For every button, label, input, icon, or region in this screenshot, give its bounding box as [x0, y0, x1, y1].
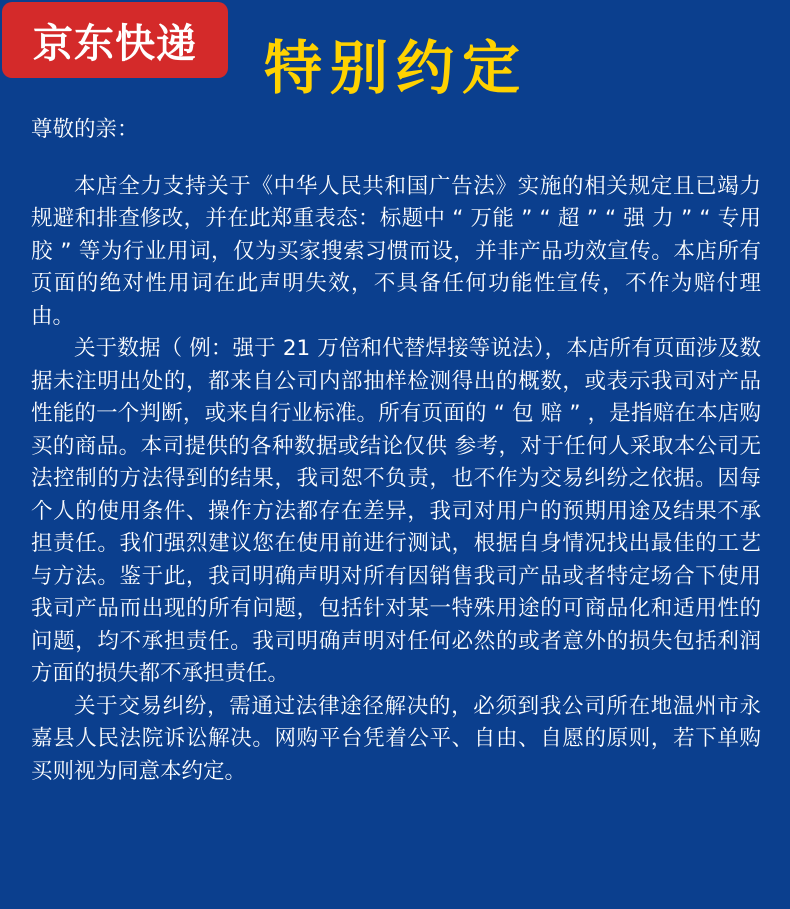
page-title: 特别约定: [264, 34, 529, 102]
agreement-body: [31, 114, 761, 788]
jd-express-badge: [2, 2, 228, 78]
paragraph-data-disclaimer: 关于数据（ 例：强于 21 万倍和代替焊接等说法），本店所有页面涉及数据未注明出处的，都来自公司内部抽样检测得出的概数，或表示我司对产品性能的一个判断，或来自行业标准。所有页面的 “ 包 赔 ” ，是指赔在本店购买的商品。本司提供的各种数据或结论仅供 参考，对于任何人采取本公司无法控制的方法得到的结果，我司恕不负责，也不作为交易纠纷之依据。因每个人的使用条件、操作方法都存在差异，我司对用户的预期用途及结果不承担责任。我们强烈建议您在使用前进行测试，根据自身情况找出最佳的工艺与方法。鉴于此，我司明确声明对所有因销售我司产品或者特定场合下使用我司产品而出现的所有问题，包括针对某一特殊用途的可商品化和适用性的问题，均不承担责任。我司明确声明对任何必然的或者意外的损失包括利润方面的损失都不承担责任。: [31, 336, 761, 686]
greeting: 尊敬的亲：: [31, 117, 139, 142]
paragraph-dispute-resolution: 关于交易纠纷，需通过法律途径解决的，必须到我公司所在地温州市永嘉县人民法院诉讼解决。网购平台凭着公平、自由、自愿的原则，若下单购买则视为同意本约定。: [31, 693, 761, 784]
paragraph-advertising-law: 本店全力支持关于《中华人民共和国广告法》实施的相关规定且已竭力规避和排查修改，并在此郑重表态：标题中 “ 万能 ” “ 超 ” “ 强 力 ” “ 专用胶 ” 等为行业用词，仅为买家搜索习惯而设，并非产品功效宣传。本店所有页面的绝对性用词在此声明失效，不具备任何功能性宣传，不作为赔付理由。: [31, 173, 761, 329]
badge-label: 京东快递: [33, 20, 197, 67]
